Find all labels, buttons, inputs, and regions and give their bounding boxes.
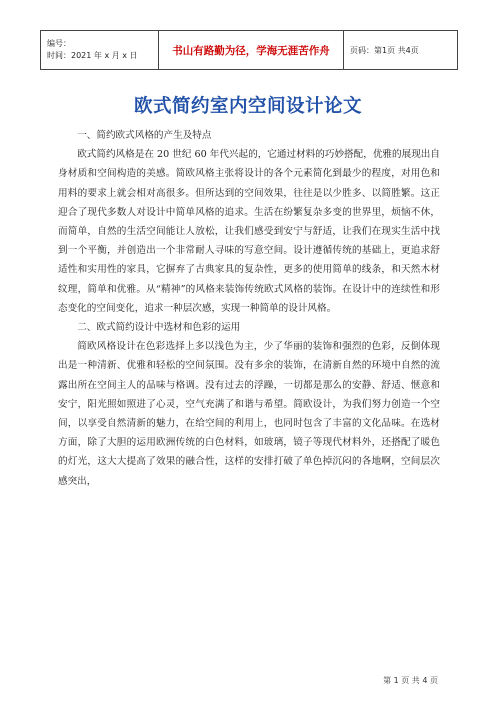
motto-cell (159, 31, 344, 69)
document-body (58, 126, 440, 491)
section-heading-1: 一、简约欧式风格的产生及特点 (77, 130, 212, 141)
number-label: 编号： (47, 39, 71, 48)
paragraph-1: 欧式简约风格是在 20 世纪 60 年代兴起的，它通过材料的巧妙搭配，优雅的展现出自身材质和空间构造的美感。简欧风格主张将设计的各个元素简化到最少的程度，对用色和用料的要求上就会相对高很多。但所达到的空间效果，往往是以少胜多、以简胜繁。这正迎合了现代多数人对设计中简单风格的追求。生活在纷繁复杂多变的世界里，烦恼不休，而简单，自然的生活空间能让人放松，让我们感受到安宁与舒适，让我们在现实生活中找到一个平衡，并创造出一个非常耐人寻味的写意空间。设计遵循传统的基础上，更追求舒适性和实用性的家具，它摒弃了古典家具的复杂性，更多的使用简单的线条，和天然木材纹理，简单和优雅。从“精神”的风格来装饰传统欧式风格的装饰。在设计中的连续性和形态变化的空间变化，追求一种层次感，实现一种简单的设计风格。 (58, 149, 440, 314)
section-heading-2: 二、欧式简约设计中选材和色彩的运用 (77, 322, 241, 334)
page-footer: 第 1 页 共 4 页 (383, 676, 438, 685)
motto-text: 书山有路勤为径，学海无涯苦作舟 (172, 44, 330, 57)
header-meta-cell (41, 31, 159, 69)
time-label: 时间：2021 年 x 月 x 日 (47, 51, 138, 60)
page-info-text: 页码：第1页 共4页 (350, 45, 419, 55)
paragraph-2: 简欧风格设计在色彩选择上多以浅色为主，少了华丽的装饰和强烈的色彩，反倒体现出是一种清新、优雅和轻松的空间氛围。没有多余的装饰，在清新自然的环境中自然的流露出所在空间主人的品味与格调。没有过去的浮躁，一切都是那么的安静、舒适、惬意和安宁，阳光照如照进了心灵，空气充满了和谐与希望。简欧设计，为我们努力创造一个空间，以享受自然清新的魅力，在给空间的利用上，也同时包含了丰富的文化品味。在选材方面，除了大胆的运用欧洲传统的白色材料，如玻璃，镜子等现代材料外，还搭配了暖色的灯光，这大大提高了效果的融合性，这样的安排打破了单色掉沉闷的各地啊，空间层次感突出， (58, 341, 440, 487)
header-table (40, 30, 458, 70)
page-info-cell (344, 31, 457, 69)
document-title: 欧式简约室内空间设计论文 (133, 96, 362, 117)
